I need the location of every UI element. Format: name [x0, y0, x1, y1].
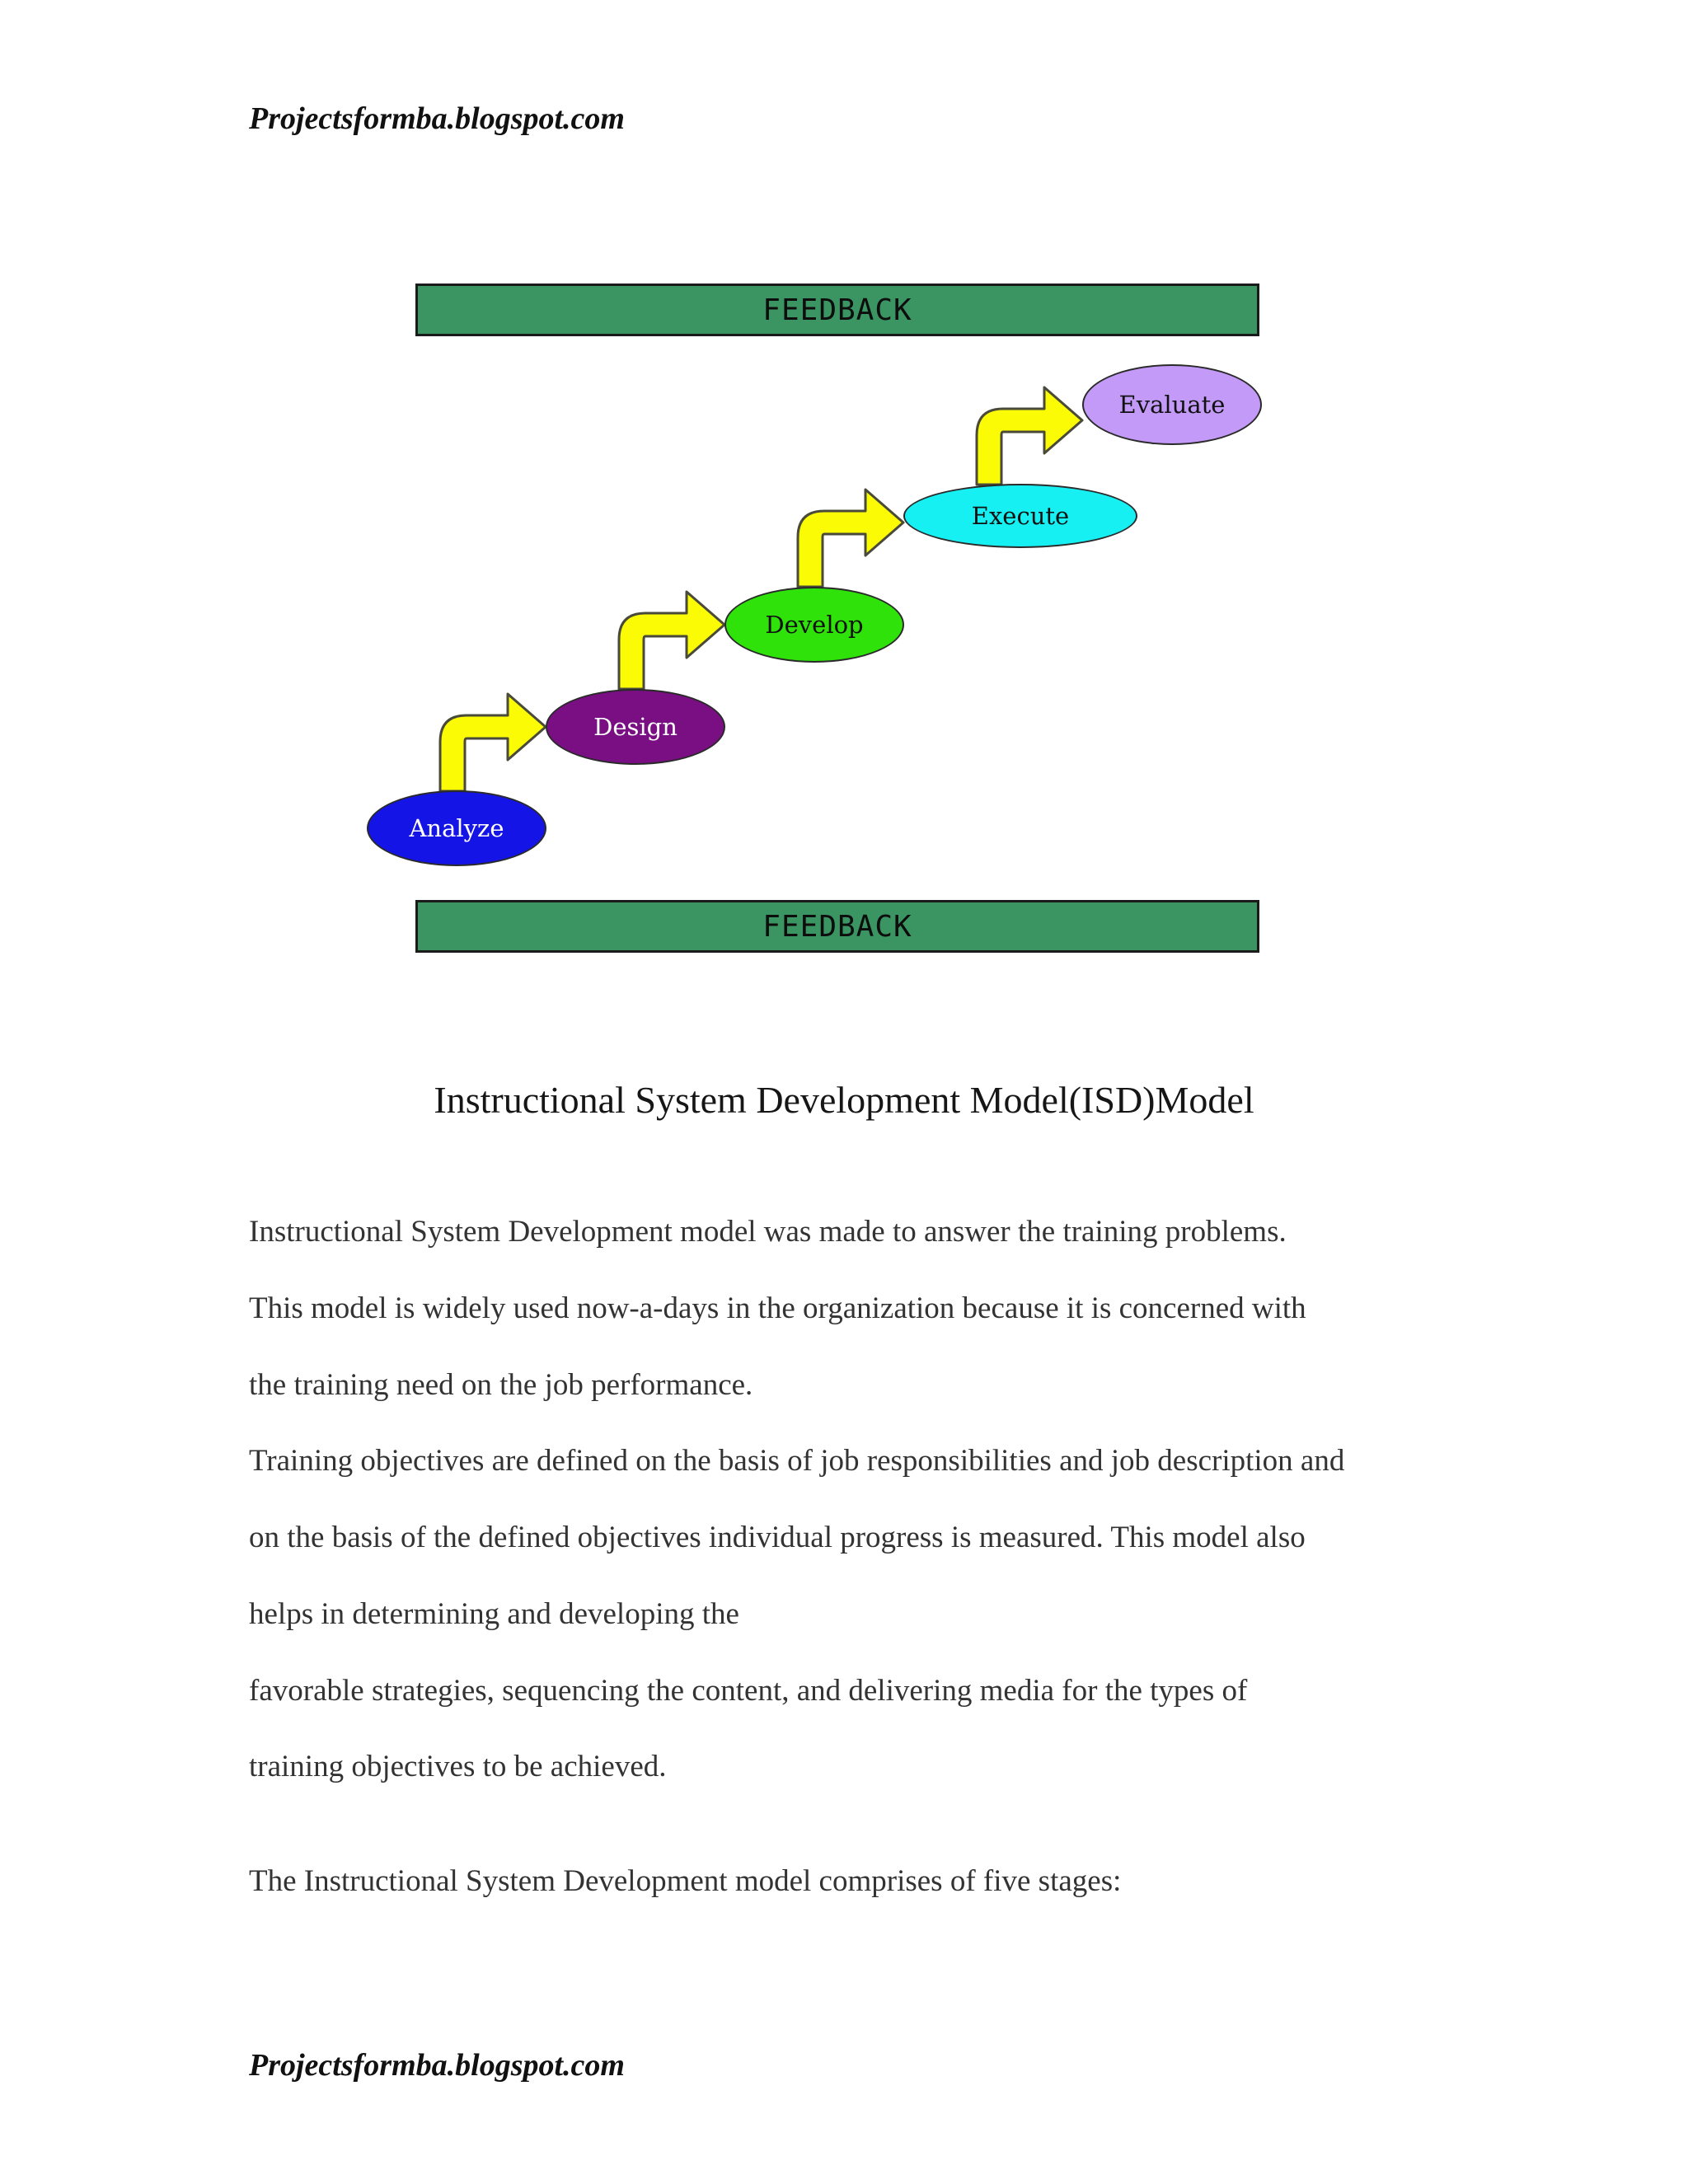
body-line: Training objectives are defined on the basis of job responsibilities and job description and [249, 1444, 1345, 1478]
feedback-bar-bottom: FEEDBACK [415, 900, 1259, 953]
feedback-bar-top: FEEDBACK [415, 284, 1259, 336]
body-line: favorable strategies, sequencing the content, and delivering media for the types of [249, 1674, 1248, 1708]
body-line: Instructional System Development model was made to answer the training problems. [249, 1215, 1287, 1249]
stage-evaluate: Evaluate [1082, 364, 1262, 445]
diagram-caption: Instructional System Development Model(ISD)Model [434, 1079, 1254, 1121]
stage-develop: Develop [724, 587, 904, 663]
header-site-name: Projectsformba.blogspot.com [249, 101, 625, 136]
body-line: helps in determining and developing the [249, 1597, 739, 1631]
closing-line: The Instructional System Development model comprises of five stages: [249, 1864, 1122, 1898]
body-line: training objectives to be achieved. [249, 1750, 667, 1783]
arrow-execute-to-evaluate-icon [977, 387, 1082, 485]
footer-site-name: Projectsformba.blogspot.com [249, 2048, 625, 2083]
body-line: the training need on the job performance. [249, 1368, 753, 1402]
arrow-develop-to-execute-icon [798, 490, 903, 587]
body-line: This model is widely used now-a-days in the organization because it is concerned with [249, 1291, 1306, 1325]
arrow-analyze-to-design-icon [440, 694, 546, 791]
stage-execute: Execute [903, 484, 1137, 548]
body-line: on the basis of the defined objectives individual progress is measured. This model also [249, 1521, 1306, 1554]
stage-analyze: Analyze [367, 790, 546, 866]
arrow-design-to-develop-icon [619, 592, 724, 689]
isd-model-diagram [346, 264, 1319, 972]
stage-design: Design [546, 689, 725, 765]
